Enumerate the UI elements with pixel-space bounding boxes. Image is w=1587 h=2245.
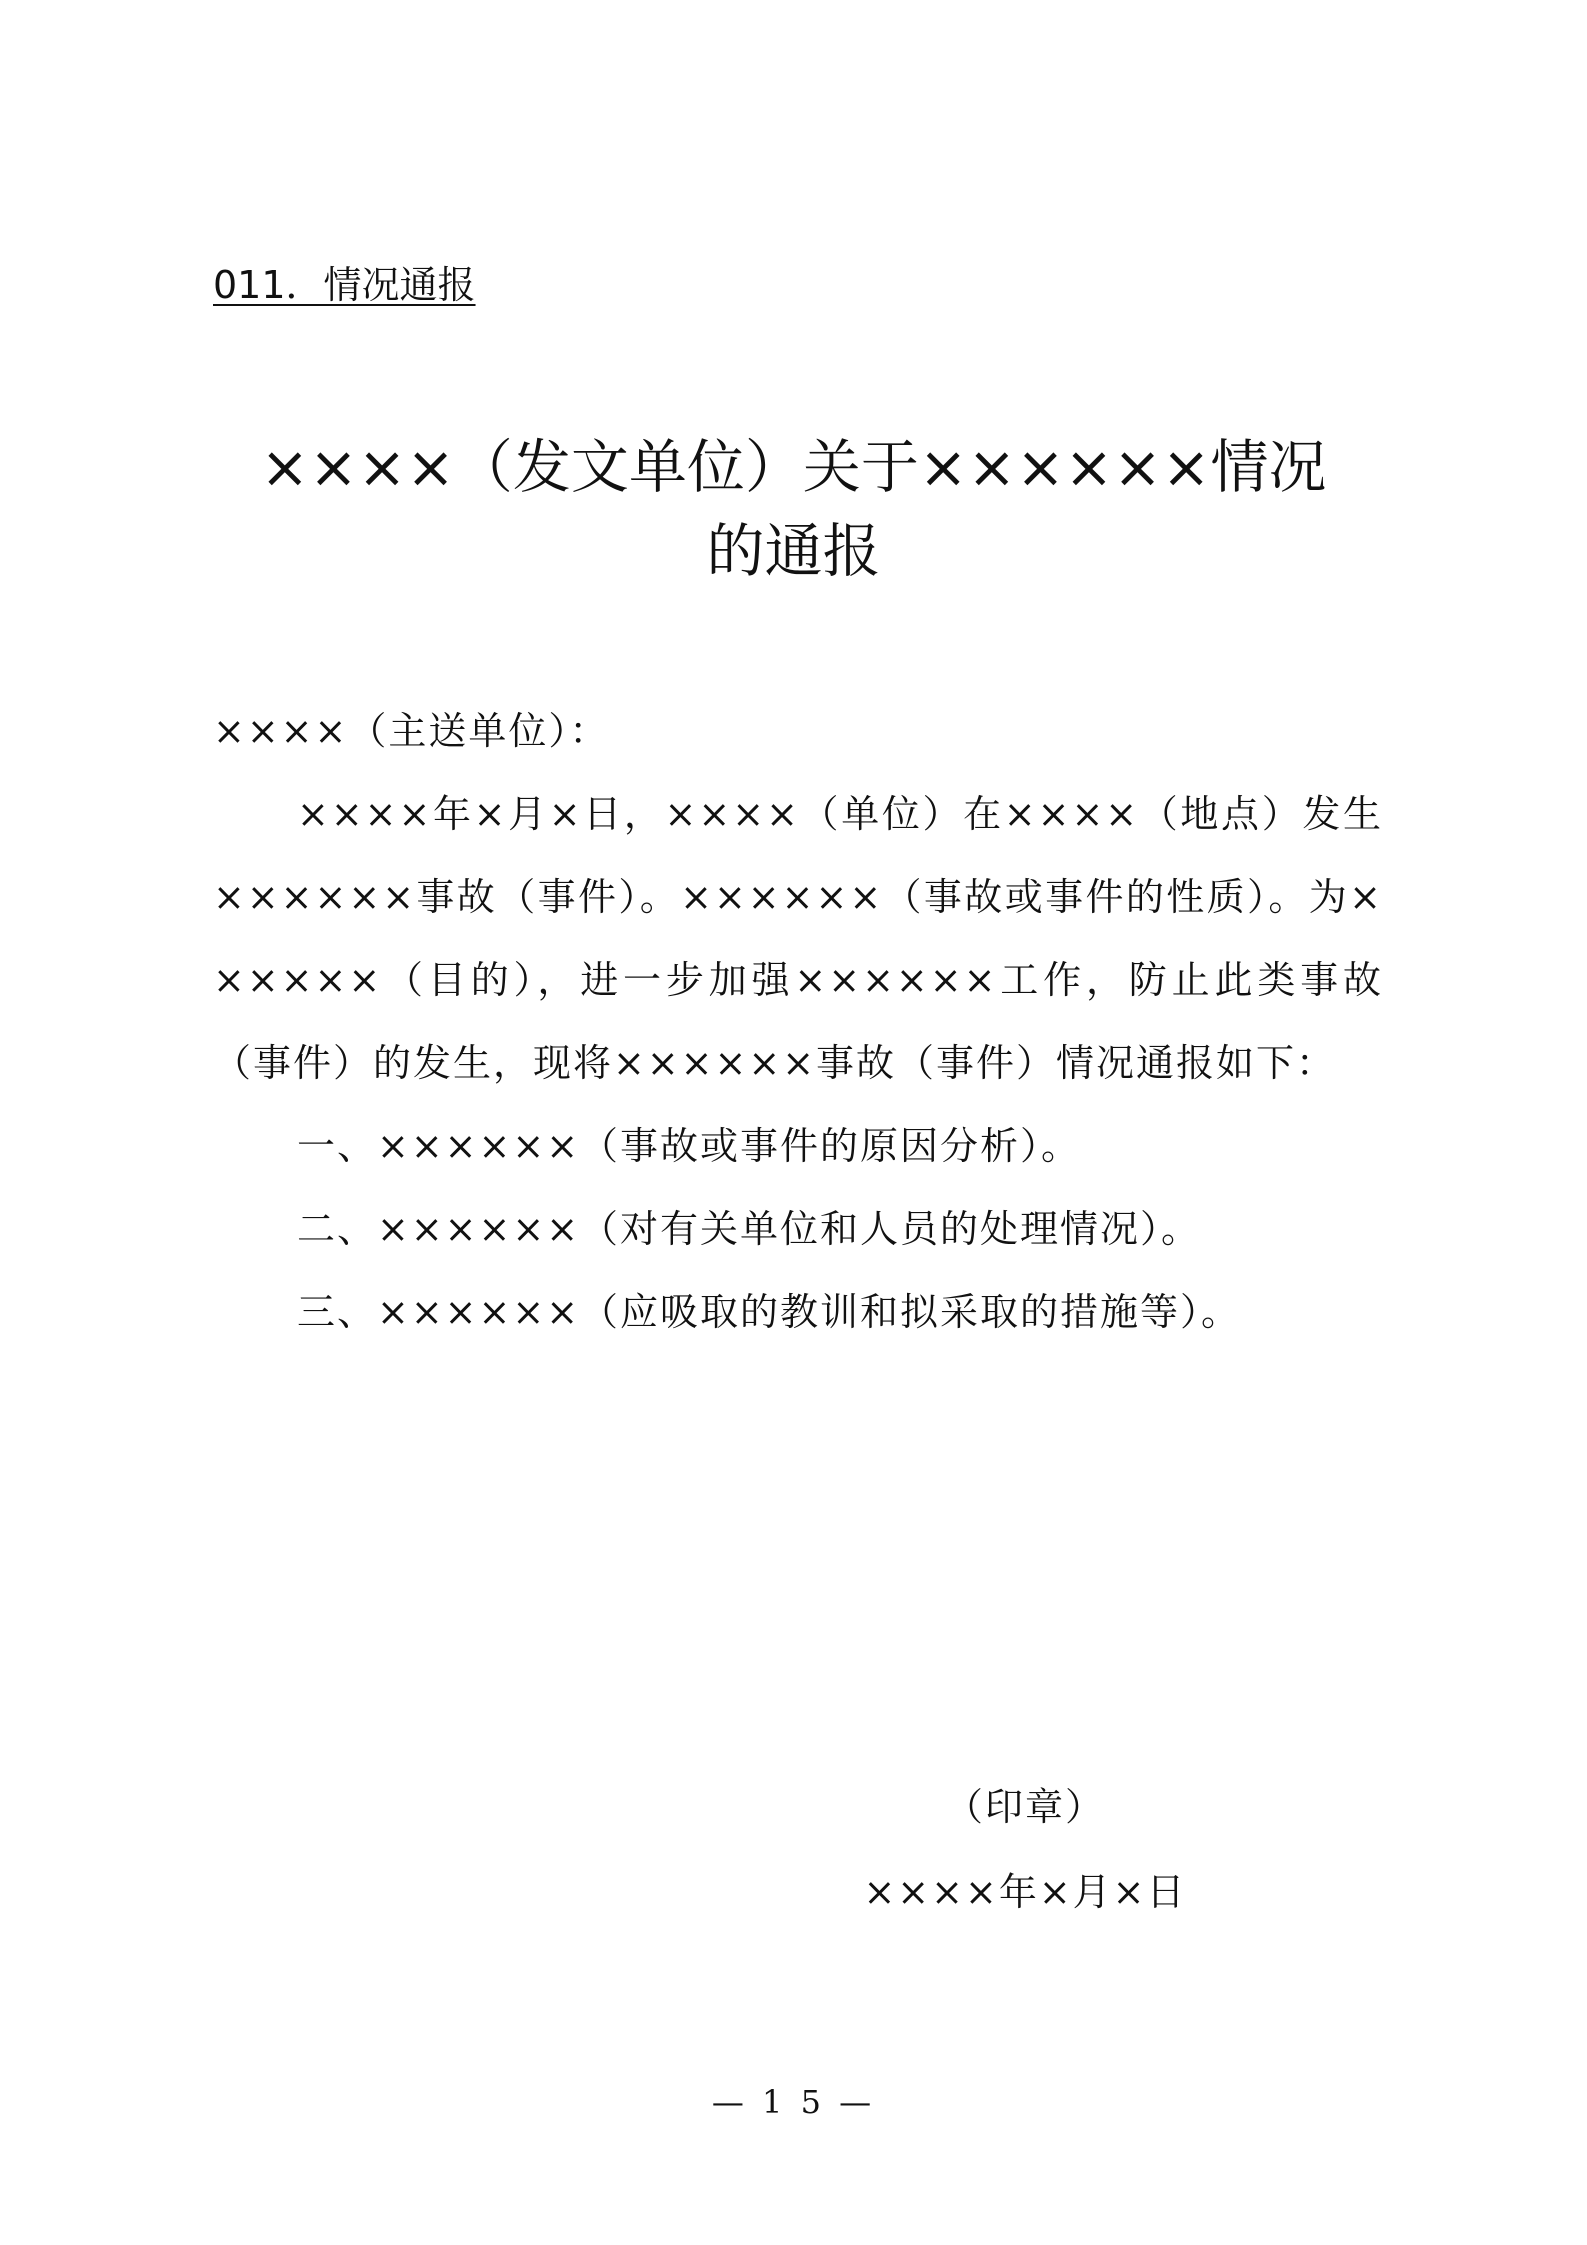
list-item-1: 一、××××××（事故或事件的原因分析）。 [297,1124,1082,1168]
document-title-line-1: ××××（发文单位）关于××××××情况 [260,433,1327,501]
document-title [200,425,1387,593]
list-item-2: 二、××××××（对有关单位和人员的处理情况）。 [297,1207,1202,1251]
document-title-line-2: 的通报 [706,517,881,585]
section-label: 011．情况通报 [213,263,476,307]
issue-date: ××××年×月×日 [863,1870,1187,1914]
page-number: — 1 5 — [711,2083,876,2121]
document-body [213,690,1383,1354]
seal-placeholder: （印章） [944,1785,1105,1829]
body-paragraph: ××××年×月×日，××××（单位）在××××（地点）发生××××××事故（事件）。××××××（事故或事件的性质）。为××××××（目的），进一步加强××××××工作，防止此类事故（事件）的发生，现将××××××事故（事件）情况通报如下： [213,792,1383,1085]
list-item-3: 三、××××××（应吸取的教训和拟采取的措施等）。 [297,1290,1242,1334]
addressee: ××××（主送单位）： [213,709,610,753]
